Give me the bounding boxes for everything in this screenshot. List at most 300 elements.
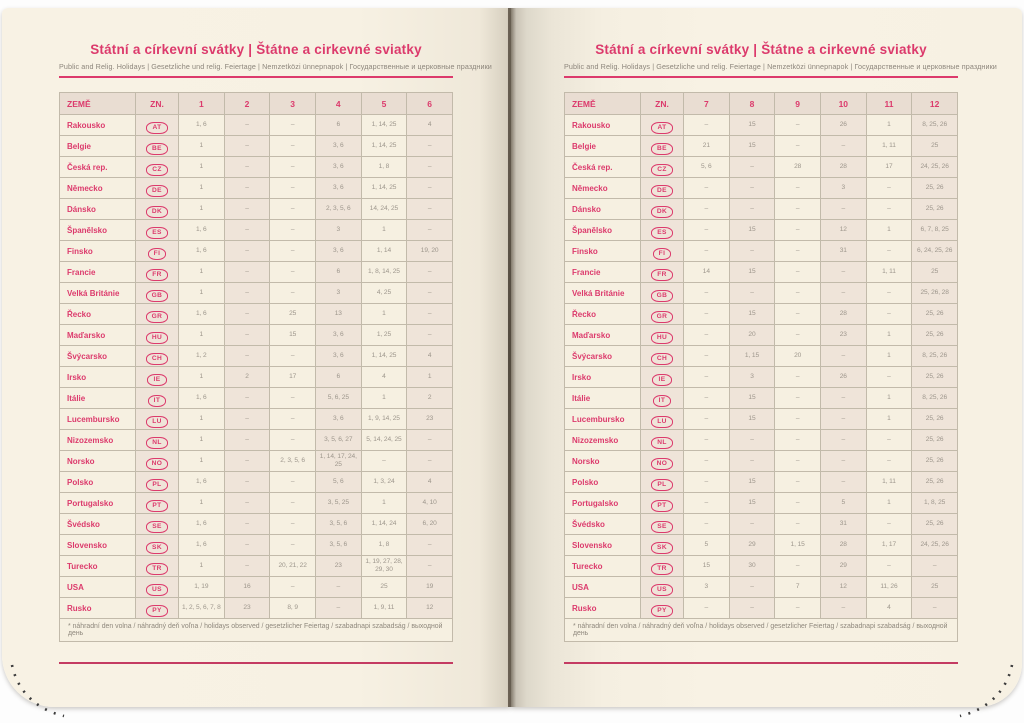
holiday-days-cell: 5 bbox=[820, 493, 866, 514]
holiday-days-cell: 1 bbox=[179, 157, 225, 178]
holiday-days-cell: 1 bbox=[361, 388, 407, 409]
holiday-days-cell: 30 bbox=[729, 556, 775, 577]
bottom-rule bbox=[564, 662, 958, 664]
table-row bbox=[60, 556, 453, 577]
holiday-days-cell: – bbox=[775, 241, 821, 262]
country-name: Rakousko bbox=[565, 115, 641, 136]
holiday-days-cell: 25 bbox=[912, 262, 958, 283]
table-row bbox=[565, 493, 958, 514]
holiday-days-cell: – bbox=[224, 472, 270, 493]
holiday-days-cell: – bbox=[684, 325, 730, 346]
holiday-days-cell: 3, 6 bbox=[315, 325, 361, 346]
table-row bbox=[60, 430, 453, 451]
holiday-days-cell: 11, 26 bbox=[866, 577, 912, 598]
holiday-days-cell: – bbox=[407, 220, 453, 241]
country-code-badge: CZ bbox=[146, 164, 168, 176]
holiday-days-cell: 8, 9 bbox=[270, 598, 316, 619]
holiday-days-cell: 1, 8 bbox=[361, 535, 407, 556]
country-code-badge: US bbox=[651, 584, 673, 596]
holiday-days-cell: 1 bbox=[866, 325, 912, 346]
holiday-days-cell: 28 bbox=[820, 157, 866, 178]
holiday-days-cell: – bbox=[820, 472, 866, 493]
country-code-cell bbox=[136, 283, 179, 304]
holiday-days-cell: – bbox=[684, 178, 730, 199]
table-row bbox=[565, 409, 958, 430]
table-header-row bbox=[60, 93, 453, 115]
holiday-days-cell: – bbox=[775, 367, 821, 388]
holiday-days-cell: – bbox=[315, 577, 361, 598]
holiday-days-cell: – bbox=[820, 598, 866, 619]
table-row bbox=[565, 535, 958, 556]
holiday-days-cell: 3 bbox=[684, 577, 730, 598]
month-column-header: 5 bbox=[361, 93, 407, 115]
country-code-cell bbox=[641, 241, 684, 262]
holiday-days-cell: – bbox=[729, 451, 775, 472]
country-name: Rusko bbox=[565, 598, 641, 619]
table-row bbox=[60, 220, 453, 241]
table-row bbox=[565, 115, 958, 136]
footnote-text: * náhradní den volna / náhradný deň voľna / holidays observed / gesetzlicher Feiertag / szabadnapi szabadság / выходной день bbox=[60, 619, 453, 642]
country-name: Německo bbox=[565, 178, 641, 199]
holiday-days-cell: 1, 14, 25 bbox=[361, 115, 407, 136]
holiday-days-cell: – bbox=[866, 451, 912, 472]
country-name: Portugalsko bbox=[60, 493, 136, 514]
holiday-days-cell: 15 bbox=[729, 472, 775, 493]
holiday-days-cell: 4, 10 bbox=[407, 493, 453, 514]
diary-page-right bbox=[511, 8, 1022, 707]
country-code-cell bbox=[641, 136, 684, 157]
holiday-days-cell: 1, 9, 11 bbox=[361, 598, 407, 619]
holiday-days-cell: 1, 11 bbox=[866, 136, 912, 157]
holiday-days-cell: – bbox=[407, 430, 453, 451]
table-row bbox=[565, 241, 958, 262]
country-name: Švédsko bbox=[565, 514, 641, 535]
country-name: Francie bbox=[60, 262, 136, 283]
holiday-days-cell: – bbox=[866, 514, 912, 535]
country-code-badge: IE bbox=[652, 374, 671, 386]
table-row bbox=[565, 451, 958, 472]
holiday-days-cell: 1, 14, 25 bbox=[361, 178, 407, 199]
holiday-days-cell: – bbox=[407, 283, 453, 304]
holiday-days-cell: 4 bbox=[407, 115, 453, 136]
holiday-days-cell: – bbox=[866, 304, 912, 325]
country-code-badge: DK bbox=[651, 206, 673, 218]
holiday-days-cell: – bbox=[729, 430, 775, 451]
holiday-days-cell: 5, 6 bbox=[315, 472, 361, 493]
holiday-days-cell: 25, 26 bbox=[912, 409, 958, 430]
code-column-header: ZN. bbox=[641, 93, 684, 115]
page-title: Státní a církevní svátky | Štátne a cirkevné sviatky bbox=[90, 42, 422, 57]
country-code-badge: PY bbox=[651, 605, 673, 617]
country-code-cell bbox=[136, 367, 179, 388]
holiday-days-cell: – bbox=[820, 409, 866, 430]
month-column-header: 11 bbox=[866, 93, 912, 115]
month-column-header: 1 bbox=[179, 93, 225, 115]
table-row bbox=[60, 304, 453, 325]
holiday-days-cell: 31 bbox=[820, 241, 866, 262]
holiday-days-cell: 1, 17 bbox=[866, 535, 912, 556]
holiday-days-cell: – bbox=[866, 556, 912, 577]
country-code-cell bbox=[136, 598, 179, 619]
holiday-days-cell: 8, 25, 26 bbox=[912, 388, 958, 409]
country-name: Maďarsko bbox=[60, 325, 136, 346]
holiday-days-cell: – bbox=[775, 493, 821, 514]
holiday-days-cell: 28 bbox=[820, 304, 866, 325]
month-column-header: 7 bbox=[684, 93, 730, 115]
holiday-days-cell: 1, 14, 24 bbox=[361, 514, 407, 535]
holiday-days-cell: 29 bbox=[729, 535, 775, 556]
holiday-days-cell: 1 bbox=[866, 115, 912, 136]
holiday-days-cell: – bbox=[407, 556, 453, 577]
header-rule bbox=[59, 76, 453, 78]
country-name: USA bbox=[60, 577, 136, 598]
country-code-cell bbox=[641, 115, 684, 136]
holiday-days-cell: 1, 14, 25 bbox=[361, 136, 407, 157]
country-code-cell bbox=[641, 346, 684, 367]
holiday-days-cell: 1, 9, 14, 25 bbox=[361, 409, 407, 430]
holiday-days-cell: – bbox=[407, 157, 453, 178]
holiday-days-cell: – bbox=[866, 199, 912, 220]
holiday-days-cell: 4 bbox=[407, 472, 453, 493]
holiday-days-cell: – bbox=[684, 241, 730, 262]
holiday-days-cell: – bbox=[407, 451, 453, 472]
holiday-days-cell: 1 bbox=[361, 220, 407, 241]
holiday-days-cell: 20, 21, 22 bbox=[270, 556, 316, 577]
holiday-days-cell: 25 bbox=[912, 136, 958, 157]
holiday-days-cell: 25, 26 bbox=[912, 304, 958, 325]
holiday-days-cell: – bbox=[729, 178, 775, 199]
holiday-days-cell: 6 bbox=[315, 367, 361, 388]
holiday-days-cell: 1, 11 bbox=[866, 472, 912, 493]
country-code-cell bbox=[136, 304, 179, 325]
country-name: Turecko bbox=[565, 556, 641, 577]
holiday-days-cell: – bbox=[224, 304, 270, 325]
holiday-days-cell: – bbox=[820, 430, 866, 451]
table-row bbox=[60, 283, 453, 304]
holiday-days-cell: 3, 6 bbox=[315, 346, 361, 367]
holiday-days-cell: 3, 6 bbox=[315, 178, 361, 199]
holiday-days-cell: 3, 5, 6 bbox=[315, 535, 361, 556]
table-row bbox=[60, 178, 453, 199]
country-code-cell bbox=[136, 115, 179, 136]
holiday-days-cell: 1, 8, 25 bbox=[912, 493, 958, 514]
holiday-days-cell: 1, 11 bbox=[866, 262, 912, 283]
table-row bbox=[60, 325, 453, 346]
holiday-days-cell: 2, 3, 5, 6 bbox=[270, 451, 316, 472]
country-code-badge: PY bbox=[146, 605, 168, 617]
table-row bbox=[60, 241, 453, 262]
country-code-cell bbox=[641, 451, 684, 472]
country-code-badge: NO bbox=[146, 458, 169, 470]
holiday-days-cell: 3, 6 bbox=[315, 136, 361, 157]
country-code-badge: DE bbox=[651, 185, 673, 197]
holiday-days-cell: 3, 6 bbox=[315, 157, 361, 178]
country-code-badge: NL bbox=[146, 437, 168, 449]
country-code-cell bbox=[136, 577, 179, 598]
country-code-cell bbox=[136, 346, 179, 367]
holiday-days-cell: – bbox=[270, 514, 316, 535]
country-name: Dánsko bbox=[60, 199, 136, 220]
country-code-badge: GB bbox=[146, 290, 169, 302]
table-row bbox=[565, 178, 958, 199]
holiday-days-cell: 3 bbox=[315, 220, 361, 241]
holiday-days-cell: 2 bbox=[407, 388, 453, 409]
holiday-days-cell: – bbox=[866, 241, 912, 262]
country-name: Itálie bbox=[60, 388, 136, 409]
holiday-days-cell: – bbox=[270, 178, 316, 199]
country-code-badge: FI bbox=[148, 248, 167, 260]
holiday-days-cell: – bbox=[820, 136, 866, 157]
holiday-days-cell: 1, 6 bbox=[179, 304, 225, 325]
country-code-badge: HU bbox=[146, 332, 168, 344]
holiday-days-cell: – bbox=[820, 388, 866, 409]
holiday-days-cell: 3 bbox=[820, 178, 866, 199]
holiday-days-cell: 25, 26 bbox=[912, 430, 958, 451]
holiday-days-cell: – bbox=[912, 556, 958, 577]
holiday-days-cell: 4 bbox=[407, 346, 453, 367]
holiday-days-cell: – bbox=[224, 451, 270, 472]
holiday-days-cell: – bbox=[820, 451, 866, 472]
country-code-badge: GR bbox=[651, 311, 674, 323]
holiday-days-cell: 3, 5, 6 bbox=[315, 514, 361, 535]
country-code-cell bbox=[136, 241, 179, 262]
holidays-table-months-1-6 bbox=[59, 92, 453, 642]
holiday-days-cell: 1 bbox=[179, 367, 225, 388]
month-column-header: 4 bbox=[315, 93, 361, 115]
country-code-badge: CH bbox=[651, 353, 673, 365]
holiday-days-cell: – bbox=[270, 220, 316, 241]
table-row bbox=[565, 325, 958, 346]
holiday-days-cell: 1 bbox=[179, 178, 225, 199]
holiday-days-cell: 31 bbox=[820, 514, 866, 535]
holiday-days-cell: 6 bbox=[315, 262, 361, 283]
country-name: Dánsko bbox=[565, 199, 641, 220]
country-code-cell bbox=[641, 493, 684, 514]
country-code-badge: TR bbox=[651, 563, 673, 575]
holiday-days-cell: – bbox=[775, 514, 821, 535]
holiday-days-cell: – bbox=[684, 115, 730, 136]
table-row bbox=[565, 388, 958, 409]
holiday-days-cell: 5, 14, 24, 25 bbox=[361, 430, 407, 451]
holiday-days-cell: – bbox=[775, 325, 821, 346]
country-code-badge: PT bbox=[146, 500, 167, 512]
holiday-days-cell: 1 bbox=[179, 451, 225, 472]
country-name: Řecko bbox=[60, 304, 136, 325]
holiday-days-cell: 1, 15 bbox=[775, 535, 821, 556]
holiday-days-cell: – bbox=[270, 535, 316, 556]
country-name: Česká rep. bbox=[565, 157, 641, 178]
holiday-days-cell: – bbox=[775, 178, 821, 199]
holiday-days-cell: 12 bbox=[820, 577, 866, 598]
holiday-days-cell: 1 bbox=[361, 304, 407, 325]
country-code-badge: US bbox=[146, 584, 168, 596]
holiday-days-cell: 25, 26 bbox=[912, 325, 958, 346]
holiday-days-cell: 6, 7, 8, 25 bbox=[912, 220, 958, 241]
country-column-header: ZEMĚ bbox=[60, 93, 136, 115]
country-code-badge: AT bbox=[651, 122, 672, 134]
holiday-days-cell: – bbox=[407, 199, 453, 220]
holiday-days-cell: 1, 6 bbox=[179, 241, 225, 262]
holiday-days-cell: – bbox=[270, 409, 316, 430]
bottom-rule bbox=[59, 662, 453, 664]
country-code-badge: IT bbox=[148, 395, 167, 407]
holiday-days-cell: 1 bbox=[179, 283, 225, 304]
month-column-header: 10 bbox=[820, 93, 866, 115]
holiday-days-cell: – bbox=[684, 367, 730, 388]
holiday-days-cell: – bbox=[407, 136, 453, 157]
holiday-days-cell: – bbox=[270, 430, 316, 451]
holiday-days-cell: 8, 25, 26 bbox=[912, 346, 958, 367]
holiday-days-cell: – bbox=[775, 388, 821, 409]
holiday-days-cell: 3 bbox=[315, 283, 361, 304]
table-row bbox=[565, 157, 958, 178]
table-row bbox=[565, 367, 958, 388]
country-code-badge: DK bbox=[146, 206, 168, 218]
holiday-days-cell: 5, 6, 25 bbox=[315, 388, 361, 409]
country-code-badge: DE bbox=[146, 185, 168, 197]
holiday-days-cell: – bbox=[684, 514, 730, 535]
holiday-days-cell: 20 bbox=[775, 346, 821, 367]
holiday-days-cell: 6 bbox=[315, 115, 361, 136]
country-name: Rakousko bbox=[60, 115, 136, 136]
country-code-cell bbox=[641, 409, 684, 430]
holiday-days-cell: 24, 25, 26 bbox=[912, 535, 958, 556]
country-code-cell bbox=[641, 220, 684, 241]
holiday-days-cell: – bbox=[820, 283, 866, 304]
holiday-days-cell: – bbox=[224, 346, 270, 367]
table-row bbox=[60, 451, 453, 472]
country-code-cell bbox=[136, 178, 179, 199]
holiday-days-cell: 15 bbox=[729, 136, 775, 157]
holiday-days-cell: – bbox=[270, 241, 316, 262]
holiday-days-cell: – bbox=[729, 283, 775, 304]
holiday-days-cell: 6, 24, 25, 26 bbox=[912, 241, 958, 262]
country-code-badge: BE bbox=[651, 143, 673, 155]
holiday-days-cell: – bbox=[224, 430, 270, 451]
country-name: Itálie bbox=[565, 388, 641, 409]
holiday-days-cell: 12 bbox=[407, 598, 453, 619]
country-name: Řecko bbox=[565, 304, 641, 325]
holiday-days-cell: 21 bbox=[684, 136, 730, 157]
holiday-days-cell: 19 bbox=[407, 577, 453, 598]
holiday-days-cell: 1 bbox=[179, 262, 225, 283]
country-code-badge: LU bbox=[146, 416, 168, 428]
holiday-days-cell: 1 bbox=[179, 325, 225, 346]
footnote-row bbox=[565, 619, 958, 642]
holiday-days-cell: 1 bbox=[866, 220, 912, 241]
country-code-badge: NO bbox=[651, 458, 674, 470]
holiday-days-cell: – bbox=[224, 388, 270, 409]
holiday-days-cell: 3, 6 bbox=[315, 241, 361, 262]
holidays-table-months-7-12 bbox=[564, 92, 958, 642]
month-column-header: 8 bbox=[729, 93, 775, 115]
country-column-header: ZEMĚ bbox=[565, 93, 641, 115]
country-name: Irsko bbox=[565, 367, 641, 388]
holiday-days-cell: – bbox=[729, 241, 775, 262]
holiday-days-cell: 14, 24, 25 bbox=[361, 199, 407, 220]
holiday-days-cell: 15 bbox=[729, 388, 775, 409]
holiday-days-cell: – bbox=[775, 472, 821, 493]
country-name: Turecko bbox=[60, 556, 136, 577]
holiday-days-cell: – bbox=[315, 598, 361, 619]
holiday-days-cell: – bbox=[775, 409, 821, 430]
country-code-cell bbox=[136, 262, 179, 283]
footnote-row bbox=[60, 619, 453, 642]
page-subtitle: Public and Relig. Holidays | Gesetzliche und relig. Feiertage | Nemzetközi ünnepnapok | Государственные и церковные праздники bbox=[564, 62, 997, 71]
country-name: Nizozemsko bbox=[565, 430, 641, 451]
holiday-days-cell: 7 bbox=[775, 577, 821, 598]
country-name: Španělsko bbox=[565, 220, 641, 241]
country-code-cell bbox=[136, 430, 179, 451]
holiday-days-cell: – bbox=[224, 115, 270, 136]
code-column-header: ZN. bbox=[136, 93, 179, 115]
holiday-days-cell: – bbox=[912, 598, 958, 619]
holiday-days-cell: 15 bbox=[729, 493, 775, 514]
country-name: Španělsko bbox=[60, 220, 136, 241]
country-name: Irsko bbox=[60, 367, 136, 388]
table-row bbox=[60, 409, 453, 430]
holiday-days-cell: – bbox=[866, 430, 912, 451]
month-column-header: 9 bbox=[775, 93, 821, 115]
country-code-cell bbox=[136, 514, 179, 535]
holiday-days-cell: 1, 2, 5, 6, 7, 8 bbox=[179, 598, 225, 619]
holiday-days-cell: 16 bbox=[224, 577, 270, 598]
holiday-days-cell: 1, 19 bbox=[179, 577, 225, 598]
holiday-days-cell: 2, 3, 5, 6 bbox=[315, 199, 361, 220]
table-row bbox=[60, 472, 453, 493]
table-row bbox=[60, 199, 453, 220]
holiday-days-cell: – bbox=[775, 220, 821, 241]
holiday-days-cell: 25 bbox=[912, 577, 958, 598]
holiday-days-cell: – bbox=[224, 220, 270, 241]
holiday-days-cell: 25 bbox=[361, 577, 407, 598]
country-name: Belgie bbox=[60, 136, 136, 157]
holiday-days-cell: – bbox=[270, 577, 316, 598]
page-header bbox=[59, 42, 492, 78]
country-code-badge: NL bbox=[651, 437, 673, 449]
holiday-days-cell: – bbox=[775, 283, 821, 304]
country-code-cell bbox=[136, 472, 179, 493]
country-code-badge: GR bbox=[146, 311, 169, 323]
holiday-days-cell: – bbox=[224, 409, 270, 430]
holiday-days-cell: 29 bbox=[820, 556, 866, 577]
country-code-badge: SK bbox=[651, 542, 673, 554]
country-code-cell bbox=[641, 388, 684, 409]
country-code-cell bbox=[136, 157, 179, 178]
holiday-days-cell: 23 bbox=[820, 325, 866, 346]
holiday-days-cell: – bbox=[729, 199, 775, 220]
month-column-header: 6 bbox=[407, 93, 453, 115]
table-row bbox=[60, 262, 453, 283]
holiday-days-cell: – bbox=[224, 556, 270, 577]
country-code-cell bbox=[641, 367, 684, 388]
country-name: Finsko bbox=[565, 241, 641, 262]
country-name: Nizozemsko bbox=[60, 430, 136, 451]
country-code-cell bbox=[641, 178, 684, 199]
table-row bbox=[60, 514, 453, 535]
holiday-days-cell: – bbox=[729, 577, 775, 598]
country-code-badge: PT bbox=[651, 500, 672, 512]
table-row bbox=[565, 577, 958, 598]
holiday-days-cell: 23 bbox=[224, 598, 270, 619]
page-header bbox=[564, 42, 997, 78]
country-name: Norsko bbox=[565, 451, 641, 472]
holiday-days-cell: – bbox=[407, 325, 453, 346]
country-code-cell bbox=[641, 157, 684, 178]
holiday-days-cell: 1, 25 bbox=[361, 325, 407, 346]
holiday-days-cell: – bbox=[775, 136, 821, 157]
country-name: Velká Británie bbox=[565, 283, 641, 304]
